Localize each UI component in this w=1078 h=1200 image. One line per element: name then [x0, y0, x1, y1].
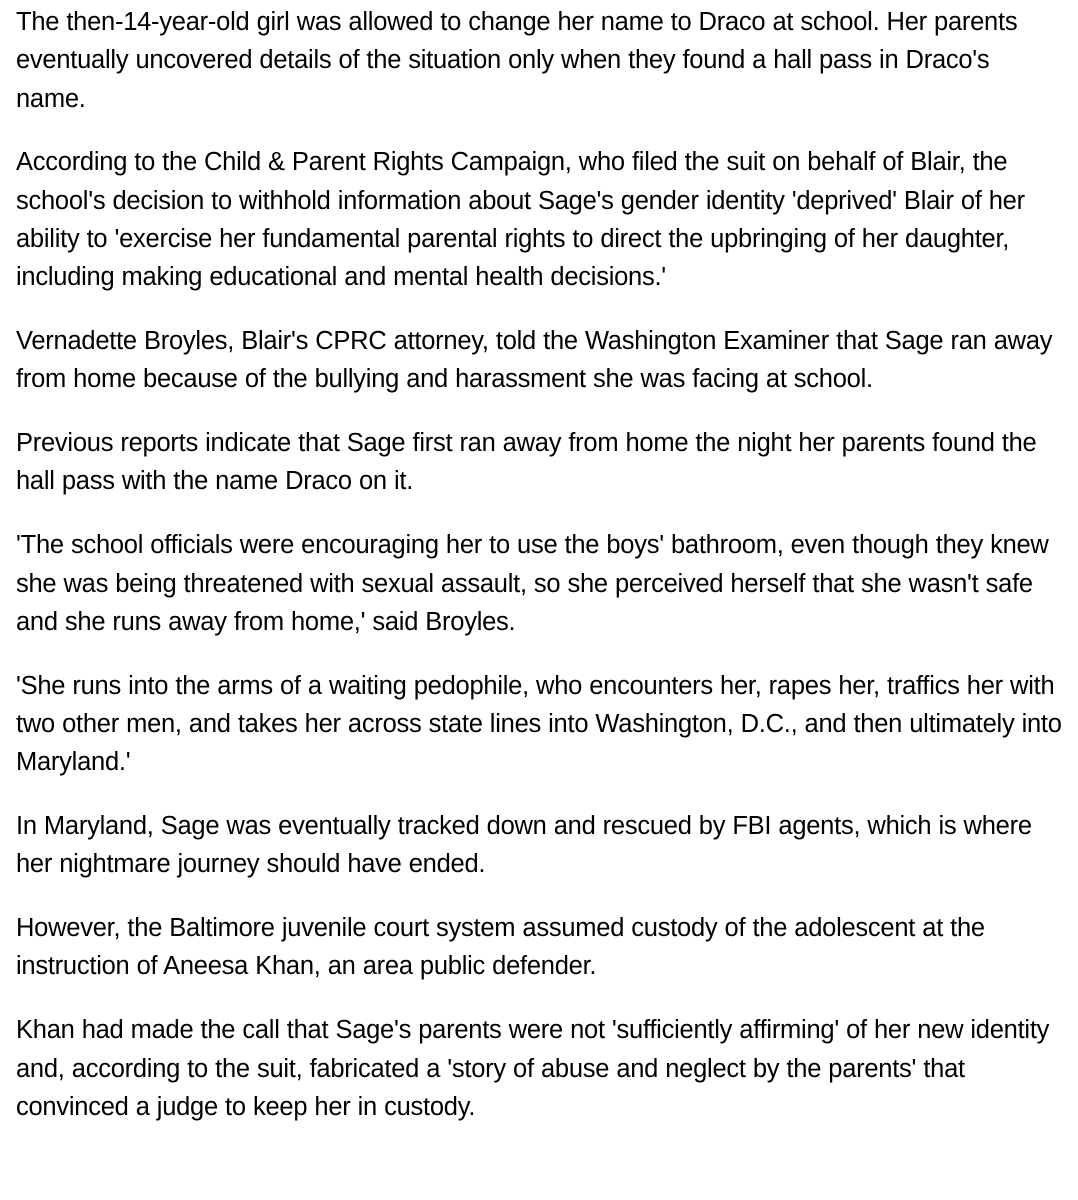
article-paragraph: According to the Child & Parent Rights Campaign, who filed the suit on behalf of Blair, the school's decision to withhold information about Sage's gender identity 'deprived' Blair of her ability to 'exercise her fundamental parental rights to direct the upbringing of her daughter, including making educational and mental health decisions.': [16, 148, 1025, 292]
article-paragraph: The then-14-year-old girl was allowed to change her name to Draco at school. Her parents eventually uncovered details of the situation only when they found a hall pass in Draco's name.: [16, 8, 1018, 113]
article-paragraph: 'The school officials were encouraging her to use the boys' bathroom, even though they knew she was being threatened with sexual assault, so she perceived herself that she wasn't safe and she runs away from home,' said Broyles.: [16, 531, 1049, 636]
article-paragraph: However, the Baltimore juvenile court system assumed custody of the adolescent at the instruction of Aneesa Khan, an area public defender.: [16, 914, 985, 981]
article-paragraph: Khan had made the call that Sage's parents were not 'sufficiently affirming' of her new identity and, according to the suit, fabricated a 'story of abuse and neglect by the parents' that convinced a judge to keep her in custody.: [16, 1016, 1050, 1121]
article-paragraph: 'She runs into the arms of a waiting pedophile, who encounters her, rapes her, traffics her with two other men, and takes her across state lines into Washington, D.C., and then ultimately into Maryland.': [16, 671, 1062, 777]
article-paragraph: Previous reports indicate that Sage first ran away from home the night her parents found the hall pass with the name Draco on it.: [16, 429, 1037, 496]
article-paragraph: Vernadette Broyles, Blair's CPRC attorney, told the Washington Examiner that Sage ran away from home because of the bullying and harassment she was facing at school.: [16, 327, 1053, 394]
article-paragraph: In Maryland, Sage was eventually tracked down and rescued by FBI agents, which is where her nightmare journey should have ended.: [16, 812, 1032, 879]
